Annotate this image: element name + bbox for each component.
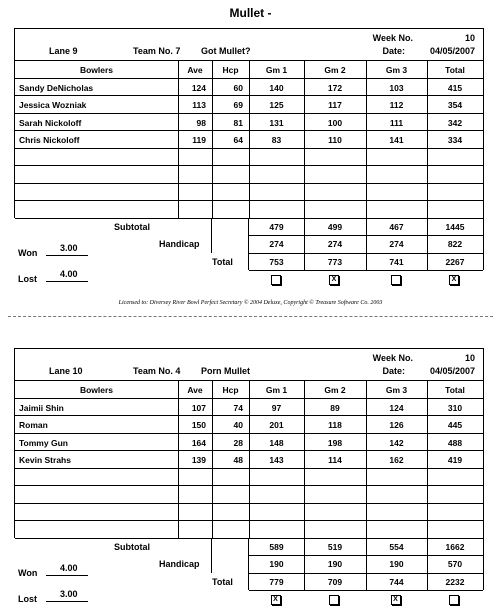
won-value: 4.00 bbox=[60, 562, 78, 573]
column-header-gm-2: Gm 2 bbox=[324, 65, 346, 75]
series-total: 354 bbox=[447, 100, 463, 110]
bowler-hcp: 48 bbox=[233, 455, 243, 465]
total-game-3: 744 bbox=[389, 576, 404, 587]
bowler-hcp: 74 bbox=[233, 402, 243, 413]
column-divider bbox=[427, 538, 428, 591]
date-label: Date: bbox=[382, 46, 405, 56]
game-1-score: 131 bbox=[269, 117, 284, 128]
bowler-hcp: 69 bbox=[233, 100, 243, 110]
subtotal-game-1: 589 bbox=[269, 541, 284, 552]
handicap-game-1: 190 bbox=[269, 559, 284, 569]
bowler-ave: 150 bbox=[191, 420, 206, 430]
score-sheet-2 bbox=[14, 348, 484, 381]
column-header-bowlers: Bowlers bbox=[79, 65, 114, 75]
game-3-score: 141 bbox=[389, 135, 404, 145]
summary-table bbox=[248, 538, 484, 591]
won-underline bbox=[46, 255, 88, 256]
game-win-checkbox[interactable] bbox=[271, 275, 281, 285]
column-divider bbox=[366, 381, 367, 539]
column-divider bbox=[366, 538, 367, 591]
bowler-ave: 107 bbox=[191, 402, 206, 413]
game-2-score: 117 bbox=[328, 100, 342, 110]
column-divider bbox=[249, 61, 250, 219]
bowler-hcp: 40 bbox=[233, 420, 243, 430]
game-win-checkbox[interactable]: X bbox=[329, 275, 339, 285]
column-divider bbox=[304, 381, 305, 539]
handicap-label: Handicap bbox=[159, 239, 200, 249]
game-1-score: 201 bbox=[269, 420, 284, 430]
game-win-checkbox[interactable]: X bbox=[449, 275, 459, 285]
lost-underline bbox=[46, 281, 88, 282]
series-total: 334 bbox=[447, 135, 463, 145]
week-label: Week No. bbox=[372, 33, 413, 43]
subtotal-total: 1445 bbox=[445, 221, 465, 232]
total-game-1: 779 bbox=[269, 576, 284, 587]
bowler-hcp: 64 bbox=[233, 135, 243, 145]
bowler-name: Chris Nickoloff bbox=[19, 135, 80, 145]
series-total: 419 bbox=[447, 455, 463, 465]
bowler-name: Sandy DeNicholas bbox=[19, 82, 94, 93]
summary-table bbox=[248, 218, 484, 271]
column-header-total: Total bbox=[445, 65, 465, 75]
week-label: Week No. bbox=[372, 353, 413, 363]
subtotal-game-2: 519 bbox=[327, 541, 343, 552]
total-row bbox=[249, 270, 483, 271]
column-divider bbox=[304, 218, 305, 271]
column-header-total: Total bbox=[445, 385, 465, 395]
game-2-score: 110 bbox=[328, 135, 342, 145]
lost-value: 4.00 bbox=[60, 268, 78, 279]
won-value: 3.00 bbox=[60, 242, 78, 253]
game-2-score: 114 bbox=[328, 455, 342, 465]
column-divider bbox=[212, 61, 213, 219]
column-divider bbox=[212, 381, 213, 539]
bowler-ave: 98 bbox=[196, 117, 206, 128]
game-2-score: 89 bbox=[330, 402, 340, 413]
bowlers-table bbox=[14, 60, 484, 218]
game-3-score: 126 bbox=[389, 420, 404, 430]
total-game-2: 709 bbox=[327, 576, 343, 587]
lane-label: Lane 9 bbox=[49, 46, 78, 56]
game-2-score: 198 bbox=[327, 437, 343, 448]
column-divider bbox=[427, 381, 428, 539]
team-no-label: Team No. 4 bbox=[133, 366, 181, 376]
score-sheet-1 bbox=[14, 28, 484, 61]
handicap-label: Handicap bbox=[159, 559, 200, 569]
game-3-score: 103 bbox=[389, 82, 404, 93]
game-1-score: 143 bbox=[269, 455, 284, 465]
game-win-checkbox[interactable]: X bbox=[271, 595, 281, 605]
subtotal-game-2: 499 bbox=[327, 221, 343, 232]
game-3-score: 124 bbox=[389, 402, 404, 413]
game-3-score: 162 bbox=[389, 455, 404, 465]
game-win-checkbox[interactable] bbox=[449, 595, 459, 605]
total-game-2: 773 bbox=[327, 256, 343, 267]
handicap-game-3: 190 bbox=[389, 559, 404, 569]
game-3-score: 111 bbox=[389, 117, 404, 128]
bowler-name: Tommy Gun bbox=[19, 437, 68, 448]
total-row bbox=[249, 590, 483, 591]
lane-label: Lane 10 bbox=[49, 366, 83, 376]
handicap-game-2: 274 bbox=[327, 239, 343, 249]
lost-underline bbox=[46, 601, 88, 602]
bowler-name: Kevin Strahs bbox=[19, 455, 71, 465]
lost-label: Lost bbox=[18, 593, 37, 604]
bowler-name: Jessica Wozniak bbox=[19, 100, 87, 110]
handicap-game-1: 274 bbox=[269, 239, 284, 249]
bowler-ave: 139 bbox=[191, 455, 206, 465]
bowler-name: Roman bbox=[19, 420, 48, 430]
won-underline bbox=[46, 575, 88, 576]
subtotal-total: 1662 bbox=[445, 541, 465, 552]
bowler-hcp: 60 bbox=[233, 82, 243, 93]
column-divider bbox=[249, 381, 250, 539]
date-label: Date: bbox=[382, 366, 405, 376]
game-1-score: 97 bbox=[271, 402, 282, 413]
series-total: 415 bbox=[447, 82, 463, 93]
bowler-ave: 119 bbox=[192, 135, 206, 145]
game-2-score: 172 bbox=[327, 82, 343, 93]
cut-line bbox=[8, 316, 493, 317]
handicap-game-3: 274 bbox=[389, 239, 404, 249]
column-divider bbox=[178, 61, 179, 219]
summary-left-border bbox=[211, 538, 212, 573]
handicap-game-2: 190 bbox=[327, 559, 343, 569]
team-name: Porn Mullet bbox=[201, 366, 250, 376]
subtotal-label: Subtotal bbox=[114, 221, 150, 232]
column-header-hcp: Hcp bbox=[222, 385, 239, 395]
game-2-score: 100 bbox=[327, 117, 343, 128]
column-divider bbox=[178, 381, 179, 539]
bowler-ave: 113 bbox=[192, 100, 206, 110]
column-divider bbox=[427, 218, 428, 271]
series-total: 342 bbox=[447, 117, 463, 128]
won-label: Won bbox=[18, 567, 38, 578]
column-divider bbox=[366, 218, 367, 271]
game-win-checkbox[interactable] bbox=[391, 275, 401, 285]
week-value: 10 bbox=[464, 353, 475, 363]
game-win-checkbox[interactable] bbox=[329, 595, 339, 605]
column-header-ave: Ave bbox=[187, 385, 203, 395]
total-total: 2232 bbox=[445, 576, 465, 587]
date-value: 04/05/2007 bbox=[429, 46, 475, 56]
game-2-score: 118 bbox=[328, 420, 342, 430]
page-title: Mullet - bbox=[229, 6, 272, 20]
total-game-3: 741 bbox=[389, 256, 404, 267]
subtotal-game-1: 479 bbox=[269, 221, 284, 232]
license-text: Licensed to: Diversey River Bowl Perfect Secretary © 2004 Deluxe, Copyright © Treasure Software Co. 2003 bbox=[118, 300, 383, 306]
date-value: 04/05/2007 bbox=[429, 366, 475, 376]
column-header-gm-1: Gm 1 bbox=[265, 65, 288, 75]
column-header-gm-3: Gm 3 bbox=[385, 65, 408, 75]
bowlers-table bbox=[14, 380, 484, 538]
column-header-hcp: Hcp bbox=[222, 65, 239, 75]
bowler-ave: 164 bbox=[191, 437, 206, 448]
game-3-score: 112 bbox=[389, 100, 404, 110]
subtotal-label: Subtotal bbox=[114, 541, 150, 552]
handicap-total: 822 bbox=[447, 239, 463, 249]
lost-label: Lost bbox=[18, 273, 37, 284]
series-total: 445 bbox=[447, 420, 463, 430]
summary-left-border bbox=[211, 218, 212, 253]
total-total: 2267 bbox=[445, 256, 465, 267]
bowler-hcp: 81 bbox=[233, 117, 243, 128]
team-no-label: Team No. 7 bbox=[133, 46, 181, 56]
week-value: 10 bbox=[464, 33, 475, 43]
series-total: 310 bbox=[447, 402, 463, 413]
subtotal-game-3: 554 bbox=[389, 541, 404, 552]
column-header-gm-1: Gm 1 bbox=[265, 385, 288, 395]
column-divider bbox=[427, 61, 428, 219]
bowler-name: Sarah Nickoloff bbox=[19, 117, 82, 128]
series-total: 488 bbox=[447, 437, 463, 448]
column-header-ave: Ave bbox=[187, 65, 203, 75]
total-game-1: 753 bbox=[269, 256, 284, 267]
game-1-score: 83 bbox=[271, 135, 282, 145]
bowler-hcp: 28 bbox=[233, 437, 243, 448]
handicap-total: 570 bbox=[447, 559, 463, 569]
column-header-gm-2: Gm 2 bbox=[324, 385, 346, 395]
won-label: Won bbox=[18, 247, 38, 258]
total-label: Total bbox=[212, 256, 233, 267]
game-1-score: 140 bbox=[269, 82, 284, 93]
column-divider bbox=[366, 61, 367, 219]
game-1-score: 148 bbox=[269, 437, 284, 448]
column-header-gm-3: Gm 3 bbox=[385, 385, 408, 395]
game-win-checkbox[interactable]: X bbox=[391, 595, 401, 605]
bowler-name: Jaimii Shin bbox=[19, 402, 64, 413]
column-header-bowlers: Bowlers bbox=[79, 385, 114, 395]
total-label: Total bbox=[212, 576, 233, 587]
lost-value: 3.00 bbox=[60, 588, 78, 599]
game-3-score: 142 bbox=[389, 437, 404, 448]
subtotal-game-3: 467 bbox=[389, 221, 404, 232]
column-divider bbox=[304, 61, 305, 219]
game-1-score: 125 bbox=[269, 100, 284, 110]
team-name: Got Mullet? bbox=[201, 46, 251, 56]
column-divider bbox=[304, 538, 305, 591]
bowler-ave: 124 bbox=[191, 82, 206, 93]
